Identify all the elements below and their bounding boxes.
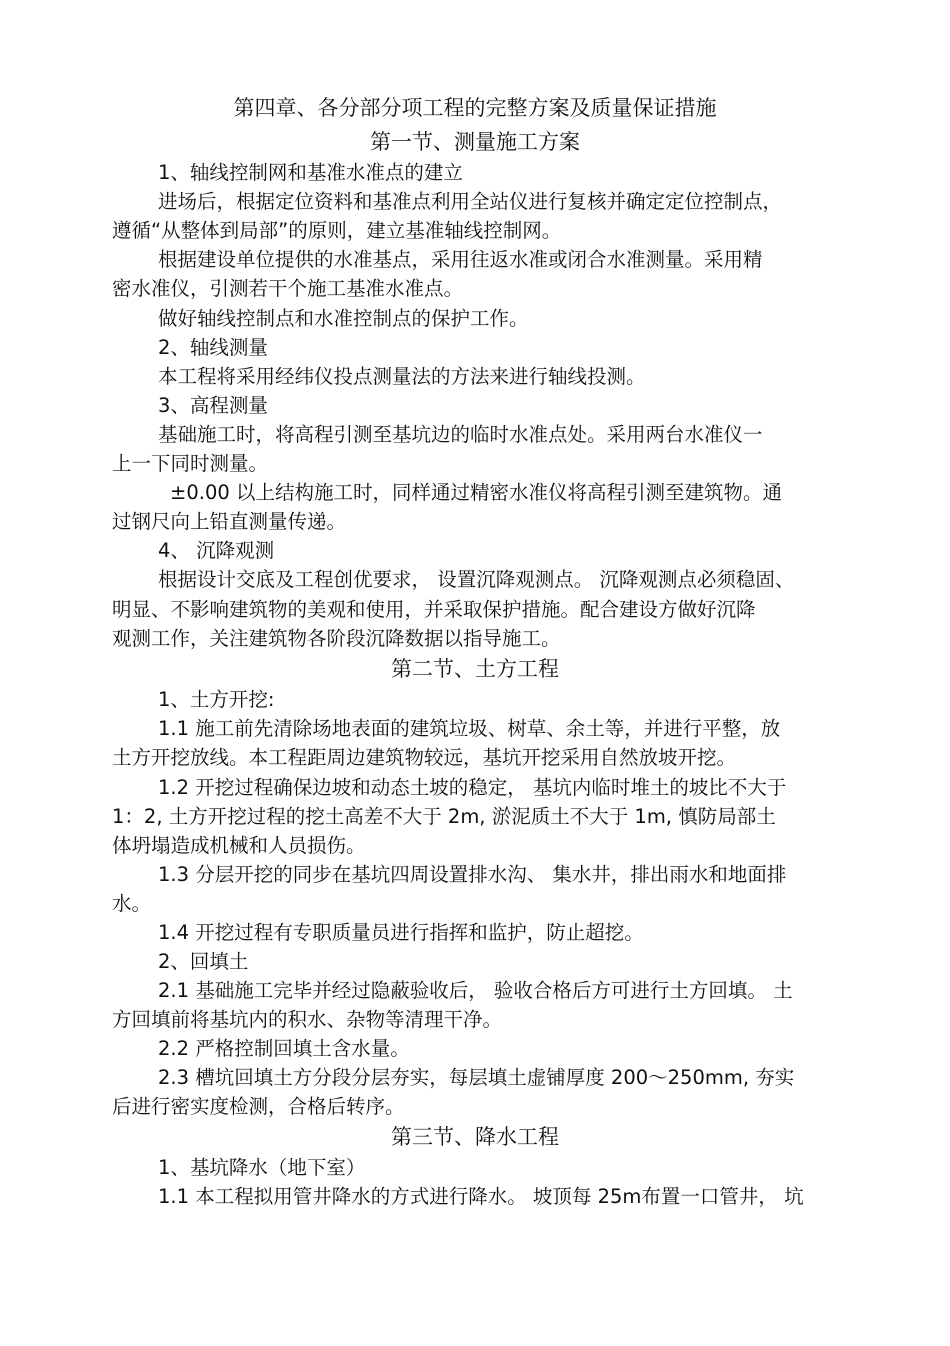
paragraph-line: 1：2, 土方开挖过程的挖土高差不大于 2m, 淤泥质土不大于 1m, 慎防局部土	[112, 805, 776, 828]
paragraph-line: 3、高程测量	[158, 394, 268, 417]
paragraph-line: 1.4 开挖过程有专职质量员进行指挥和监护，防止超挖。	[158, 921, 644, 944]
section-2-title: 第二节、土方工程	[391, 657, 559, 681]
paragraph-line: 1.1 施工前先清除场地表面的建筑垃圾、树草、余土等，并进行平整，放	[158, 717, 781, 740]
paragraph-line: 4、 沉降观测	[158, 539, 275, 562]
paragraph-line: 进场后，根据定位资料和基准点利用全站仪进行复核并确定定位控制点，	[158, 190, 783, 213]
paragraph-line: 1、土方开挖:	[158, 688, 275, 711]
paragraph-line: 本工程将采用经纬仪投点测量法的方法来进行轴线投测。	[158, 365, 646, 388]
paragraph-line: ±0.00 以上结构施工时，同样通过精密水准仪将高程引测至建筑物。通	[170, 481, 782, 504]
section-1-title: 第一节、测量施工方案	[370, 130, 580, 154]
paragraph-line: 根据设计交底及工程创优要求， 设置沉降观测点。 沉降观测点必须稳固、	[158, 568, 795, 591]
section-3-title: 第三节、降水工程	[391, 1125, 559, 1149]
paragraph-line: 做好轴线控制点和水准控制点的保护工作。	[158, 307, 529, 330]
paragraph-line: 遵循“从整体到局部”的原则，建立基准轴线控制网。	[112, 219, 562, 242]
chapter-title: 第四章、各分部分项工程的完整方案及质量保证措施	[233, 96, 717, 120]
paragraph-line: 后进行密实度检测，合格后转序。	[112, 1095, 405, 1118]
paragraph-line: 2.2 严格控制回填土含水量。	[158, 1037, 410, 1060]
paragraph-line: 观测工作，关注建筑物各阶段沉降数据以指导施工。	[112, 627, 561, 650]
paragraph-line: 体坍塌造成机械和人员损伤。	[112, 834, 366, 857]
paragraph-line: 土方开挖放线。本工程距周边建筑物较远，基坑开挖采用自然放坡开挖。	[112, 746, 737, 769]
paragraph-line: 1.1 本工程拟用管井降水的方式进行降水。 坡顶每 25m布置一口管井， 坑	[158, 1185, 804, 1208]
paragraph-line: 方回填前将基坑内的积水、杂物等清理干净。	[112, 1008, 503, 1031]
paragraph-line: 1.3 分层开挖的同步在基坑四周设置排水沟、 集水井，排出雨水和地面排	[158, 863, 787, 886]
paragraph-line: 水。	[112, 892, 152, 915]
paragraph-line: 2.1 基础施工完毕并经过隐蔽验收后， 验收合格后方可进行土方回填。 土	[158, 979, 793, 1002]
paragraph-line: 2.3 槽坑回填土方分段分层夯实，每层填土虚铺厚度 200～250mm, 夯实	[158, 1066, 795, 1089]
paragraph-line: 根据建设单位提供的水准基点，采用往返水准或闭合水准测量。采用精	[158, 248, 763, 271]
paragraph-line: 1.2 开挖过程确保边坡和动态土坡的稳定， 基坑内临时堆土的坡比不大于	[158, 776, 787, 799]
paragraph-line: 2、回填土	[158, 950, 249, 973]
paragraph-line: 基础施工时，将高程引测至基坑边的临时水准点处。采用两台水准仪一	[158, 423, 763, 446]
paragraph-line: 上一下同时测量。	[112, 452, 269, 475]
paragraph-line: 2、轴线测量	[158, 336, 268, 359]
paragraph-line: 1、基坑降水（地下室）	[158, 1156, 366, 1179]
paragraph-line: 1、轴线控制网和基准水准点的建立	[158, 161, 463, 184]
paragraph-line: 过钢尺向上铅直测量传递。	[112, 510, 347, 533]
paragraph-line: 明显、不影响建筑物的美观和使用，并采取保护措施。配合建设方做好沉降	[112, 598, 756, 621]
paragraph-line: 密水准仪，引测若干个施工基准水准点。	[112, 277, 464, 300]
